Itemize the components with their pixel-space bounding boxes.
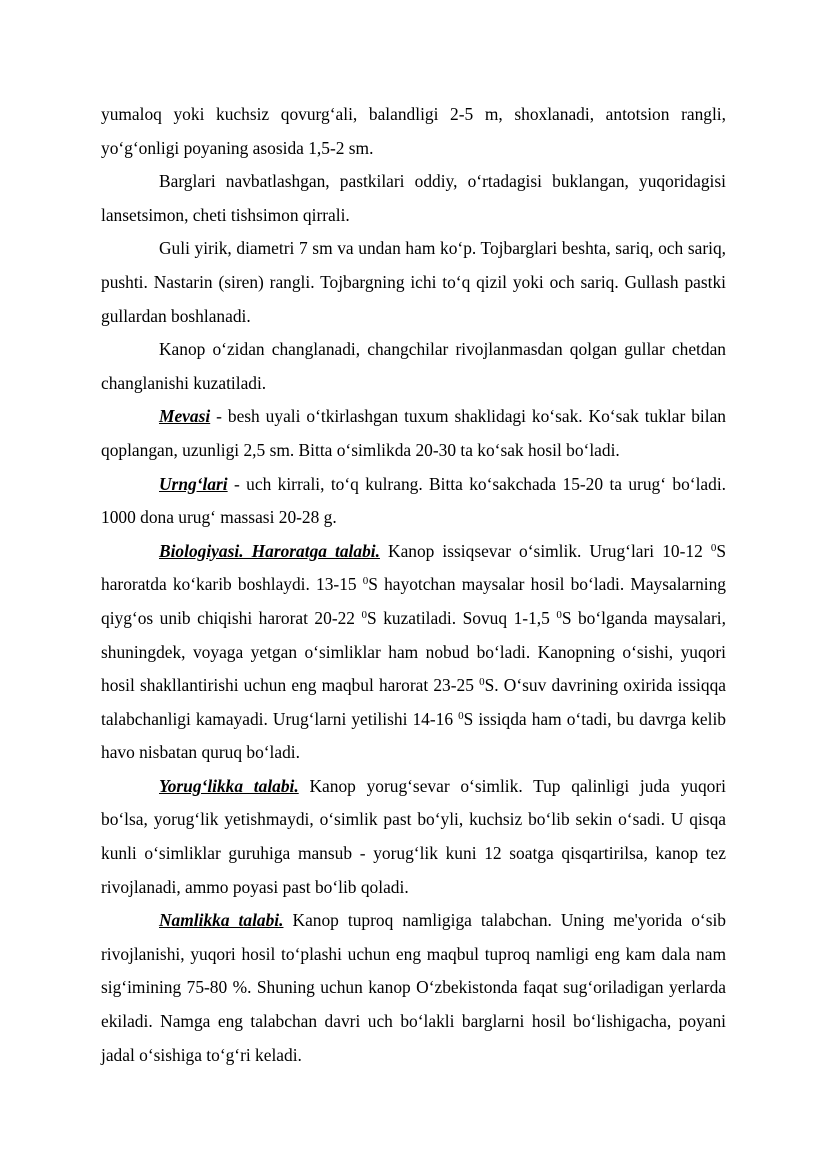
- temperature-text: Kanop issiqsevar o‘simlik. Urug‘lari 10-12: [379, 540, 711, 561]
- paragraph-seeds-text: - uch kirrali, to‘q kulrang. Bitta ko‘sakchada 15-20 ta urug‘ bo‘ladi. 1000 dona urug‘ massasi 20-28 g.: [101, 473, 726, 528]
- paragraph-fruit: [101, 400, 726, 467]
- paragraph-flower: Guli yirik, diametri 7 sm va undan ham ko‘p. Tojbarglari beshta, sariq, och sariq, pushti. Nastarin (siren) rangli. Tojbargning ichi to‘q qizil yoki och sariq. Gullash pastki gullardan boshlanadi.: [101, 238, 726, 326]
- heading-biologiyasi: Biologiyasi. Haroratga talabi.: [159, 540, 380, 561]
- paragraph-pollination: Kanop o‘zidan changlanadi, changchilar rivojlanmasdan qolgan gullar chetdan changlanishi kuzatiladi.: [101, 339, 726, 393]
- heading-urug-lari: Urng‘lari: [159, 473, 228, 494]
- heading-namlikka: Namlikka talabi.: [159, 910, 284, 931]
- paragraph-light: [101, 770, 726, 904]
- temperature-text: S haroratda ko‘karib boshlaydi. 13-15: [101, 540, 726, 595]
- paragraph-light-text: Kanop yorug‘sevar o‘simlik. Tup qalinligi juda yuqori bo‘lsa, yorug‘lik yetishmaydi, o‘simlik past bo‘yli, kuchsiz bo‘lib sekin o‘sadi. U qisqa kunli o‘simliklar guruhiga mansub - yorug‘lik kuni 12 soatga qisqartirilsa, kanop tez rivojlanadi, ammo poyasi past bo‘lib qoladi.: [101, 775, 726, 897]
- heading-mevasi: Mevasi: [159, 406, 211, 427]
- document-body: [101, 98, 726, 1072]
- temperature-text: S. O‘suv davrining oxirida issiqqa talabchanligi kamayadi. Urug‘larni yetilishi 14-16: [101, 675, 726, 729]
- degree-superscript: 0: [556, 608, 562, 621]
- paragraph-stem-description: yumaloq yoki kuchsiz qovurg‘ali, balandligi 2-5 m, shoxlanadi, antotsion rangli, yo‘g‘onligi poyaning asosida 1,5-2 sm.: [101, 104, 726, 158]
- paragraph-seeds: [101, 468, 726, 535]
- heading-yorug-likka: Yorug‘likka talabi.: [159, 775, 299, 796]
- degree-superscript: 0: [710, 541, 717, 554]
- paragraph-moisture: [101, 904, 726, 1072]
- temperature-text: S kuzatiladi. Sovuq 1-1,5: [367, 607, 557, 628]
- paragraph-moisture-text: Kanop tuproq namligiga talabchan. Uning me'yorida o‘sib rivojlanishi, yuqori hosil to‘plashi uchun eng maqbul tuproq namligi eng kam dala nam sig‘imining 75-80 %. Shuning uchun kanop O‘zbekistonda faqat sug‘oriladigan yerlarda ekiladi. Namga eng talabchan davri uch bo‘lakli barglarni hosil bo‘lishigacha, poyani jadal o‘sishiga to‘g‘ri keladi.: [101, 910, 726, 1065]
- temperature-text: S hayotchan maysalar hosil bo‘ladi. Maysalarning qiyg‘os unib chiqishi harorat 20-22: [101, 574, 726, 628]
- degree-superscript: 0: [361, 608, 368, 621]
- paragraph-temperature: [101, 535, 726, 770]
- degree-superscript: 0: [362, 575, 369, 588]
- paragraph-leaves: Barglari navbatlashgan, pastkilari oddiy, o‘rtadagisi buklangan, yuqoridagisi lansetsimon, cheti tishsimon qirrali.: [101, 171, 726, 225]
- temperature-text: S issiqda ham o‘tadi, bu davrga kelib havo nisbatan quruq bo‘ladi.: [101, 708, 726, 763]
- paragraph-fruit-text: - besh uyali o‘tkirlashgan tuxum shaklidagi ko‘sak. Ko‘sak tuklar bilan qoplangan, uzunligi 2,5 sm. Bitta o‘simlikda 20-30 ta ko‘sak hosil bo‘ladi.: [101, 406, 726, 460]
- degree-superscript: 0: [458, 709, 464, 722]
- temperature-text: S bo‘lganda maysalari, shuningdek, voyaga yetgan o‘simliklar ham nobud bo‘ladi. Kanopning o‘sishi, yuqori hosil shakllantirishi uchun eng maqbul harorat 23-25: [101, 607, 726, 696]
- degree-superscript: 0: [479, 676, 485, 689]
